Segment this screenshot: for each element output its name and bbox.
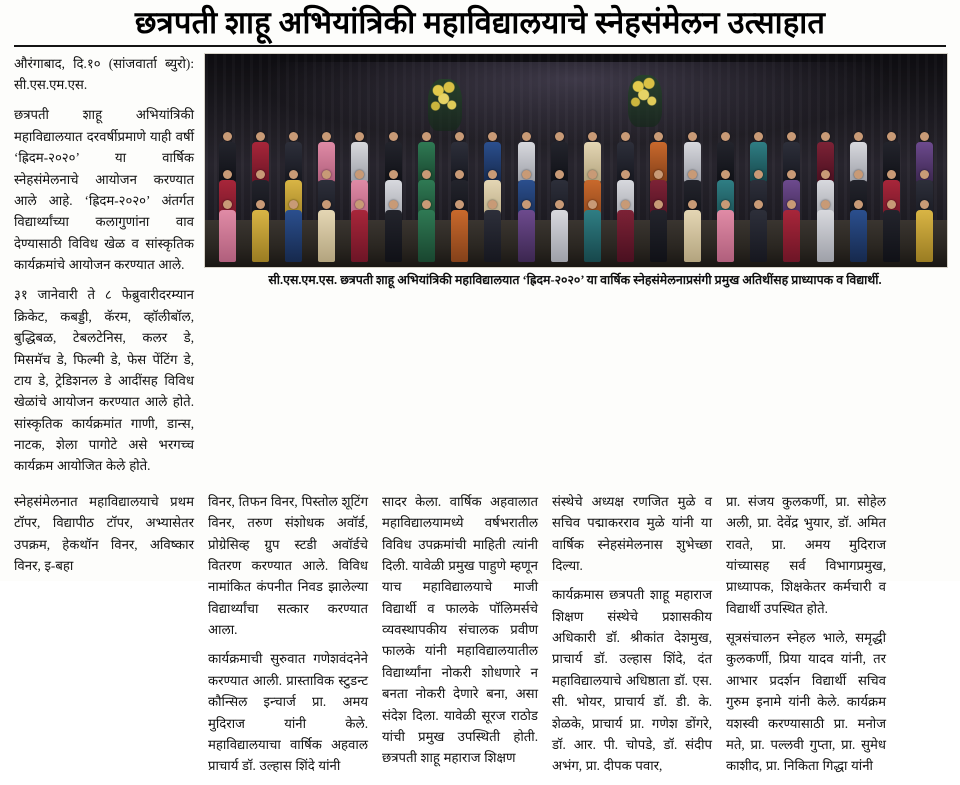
lead-column (14, 53, 194, 486)
person-figure (249, 200, 271, 262)
person-figure (714, 200, 736, 262)
person-figure (847, 200, 869, 262)
article-body (14, 491, 946, 785)
paragraph: विनर, तिफन विनर, पिस्तोल शूटिंग विनर, तरुण संशोधक अवॉर्ड, प्रोग्रेसिव्ह ग्रुप स्टडी अवॉर्डचे वितरण करण्यात आले. विविध नामांकित कंपनीत निवड झालेल्या विद्यार्थ्यांचा सत्कार करण्यात आला. (208, 493, 368, 638)
person-figure (515, 200, 537, 262)
person-figure (914, 200, 936, 262)
person-figure (781, 200, 803, 262)
person-figure (582, 200, 604, 262)
paragraph: संस्थेचे अध्यक्ष रणजित मुळे व सचिव पद्माकरराव मुळे यांनी या वार्षिक स्नेहसंमेलनास शुभेच्छा दिल्या. (552, 493, 712, 573)
lead-paragraph-2: ३१ जानेवारी ते ८ फेब्रुवारीदरम्यान क्रिकेट, कबड्डी, कॅरम, व्हॉलीबॉल, बुद्धिबळ, टेबलटेनिस, कलर डे, मिसमॅच डे, फिल्मी डे, फेस पेंटिंग डे, टाय डे, ट्रेडिशनल डे आदींसह विविध खेळांचे आयोजन करण्यात आले होते. सांस्कृतिक कार्यक्रमांत गाणी, डान्स, नाटक, शेला पागोटे असे भरगच्च कार्यक्रम आयोजित केले होते. (14, 287, 194, 474)
paragraph: प्रा. संजय कुलकर्णी, प्रा. सोहेल अली, प्रा. देवेंद्र भुयार, डॉ. अमित रावते, प्रा. अमय मुदिराज यांच्यासह सर्व विभागप्रमुख, प्राध्यापक, शिक्षकेतर कर्मचारी व विद्यार्थी उपस्थित होते. (726, 493, 886, 616)
person-figure (349, 200, 371, 262)
flower-bouquet-icon (628, 75, 662, 127)
top-section (14, 53, 946, 486)
person-figure (615, 200, 637, 262)
person-figure (216, 200, 238, 262)
article-column-2 (201, 491, 375, 785)
person-figure (748, 200, 770, 262)
photo-row-front (216, 200, 936, 262)
dateline (14, 53, 194, 96)
article-column-5 (719, 491, 893, 785)
person-figure (814, 200, 836, 262)
person-figure (881, 200, 903, 262)
lead-paragraph-1: छत्रपती शाहू अभियांत्रिकी महाविद्यालयात दरवर्षीप्रमाणे याही वर्षी ‘ह्रिदम-२०२०’ या वार्षिक स्नेहसंमेलनाचे आयोजन करण्यात आले आहे. ‘ह्रिदम-२०२०’ अंतर्गत विद्यार्थ्यांच्या कलागुणांना वाव देण्यासाठी विविध खेळ व सांस्कृतिक कार्यक्रमांचे आयोजन करण्यात आले. (14, 107, 194, 273)
paragraph: सूत्रसंचालन स्नेहल भाले, समृद्धी कुलकर्णी, प्रिया यादव यांनी, तर आभार प्रदर्शन विद्यार्थी सचिव गुरुम इनामे यांनी केले. कार्यक्रम यशस्वी करण्यासाठी प्रा. मनोज मते, प्रा. पल्लवी गुप्ता, प्रा. सुमेध काशीद, प्रा. निकिता गिद्धा यांनी (726, 630, 886, 774)
dateline-text: औरंगाबाद, दि.१० (सांजवार्ता ब्युरो): (14, 55, 194, 71)
article-column-1 (14, 491, 201, 785)
person-figure (382, 200, 404, 262)
article-column-4 (545, 491, 719, 785)
photo-column (204, 53, 946, 291)
headline-container (14, 6, 946, 47)
paragraph: सादर केला. वार्षिक अहवालात महाविद्यालयामध्ये वर्षभरातील विविध उपक्रमांची माहिती त्यांनी दिली. यावेळी प्रमुख पाहुणे म्हणून याच महाविद्यालयाचे माजी विद्यार्थी व फालके पॉलिमर्सचे व्यवस्थापकीय संचालक प्रवीण फालके यांनी महाविद्यालयातील विद्यार्थ्यांना नोकरी शोधणारे न बनता नोकरी देणारे बना, असा संदेश दिला. यावेळी सूरज राठोड यांची प्रमुख उपस्थिती होती. छत्रपती शाहू महाराज शिक्षण (382, 493, 538, 766)
person-figure (316, 200, 338, 262)
group-photograph (204, 53, 948, 268)
person-figure (648, 200, 670, 262)
person-figure (482, 200, 504, 262)
person-figure (415, 200, 437, 262)
article-column-3 (375, 491, 545, 785)
person-figure (548, 200, 570, 262)
photo-caption: सी.एस.एम.एस. छत्रपती शाहू अभियांत्रिकी महाविद्यालयात ‘ह्रिदम-२०२०’ या वार्षिक स्नेहसंमेलनाप्रसंगी प्रमुख अतिथींसह प्राध्यापक व विद्यार्थी. (268, 272, 882, 287)
person-figure (283, 200, 305, 262)
agency-text: सी.एस.एम.एस. (14, 77, 88, 93)
person-figure (449, 200, 471, 262)
flower-bouquet-icon (428, 79, 462, 131)
paragraph: स्नेहसंमेलनात महाविद्यालयाचे प्रथम टॉपर, विद्यापीठ टॉपर, अभ्यासेतर उपक्रम, हेकथॉन विनर, अविष्कार विनर, इ-बहा (14, 493, 194, 573)
person-figure (681, 200, 703, 262)
paragraph: कार्यक्रमास छत्रपती शाहू महाराज शिक्षण संस्थेचे प्रशासकीय अधिकारी डॉ. श्रीकांत देशमुख, प्राचार्य डॉ. उल्हास शिंदे, दंत महाविद्यालयाचे अधिष्ठाता डॉ. एस. सी. भोयर, प्राचार्य डॉ. डी. के. शेळके, प्राचार्य प्रा. गणेश डोंगरे, डॉ. आर. पी. चोपडे, डॉ. संदीप अभंग, प्रा. दीपक पवार, (552, 587, 712, 774)
paragraph: कार्यक्रमाची सुरुवात गणेशवंदनेने करण्यात आली. प्रास्ताविक स्टुडन्ट कौन्सिल इन्चार्ज प्रा. अमय मुदिराज यांनी केले. महाविद्यालयाचा वार्षिक अहवाल प्राचार्य डॉ. उल्हास शिंदे यांनी (208, 651, 368, 774)
page-title: छत्रपती शाहू अभियांत्रिकी महाविद्यालयाचे स्नेहसंमेलन उत्साहात (134, 5, 826, 40)
